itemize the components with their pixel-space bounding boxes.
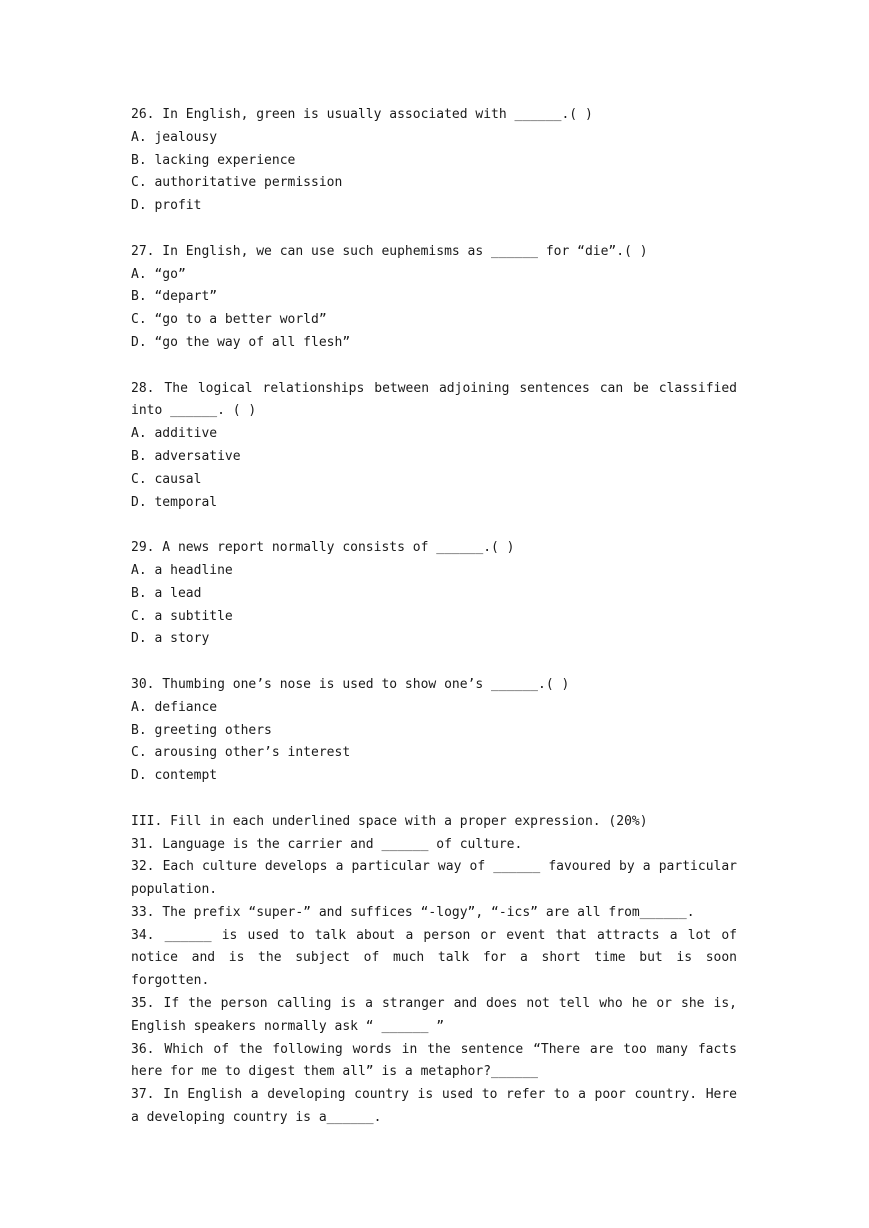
option-b: B. lacking experience <box>131 152 296 168</box>
option-b: B. greeting others <box>131 722 272 738</box>
option-a: A. “go” <box>131 266 186 282</box>
question-30 <box>131 674 737 788</box>
fill-item-37: 37. In English a developing country is used to refer to a poor country. Here a developing country is a______. <box>131 1087 737 1126</box>
fill-item-35: 35. If the person calling is a stranger and does not tell who he or she is, English speakers normally ask “ ______ ” <box>131 996 737 1034</box>
option-b: B. a lead <box>131 585 202 601</box>
fill-item-32: 32. Each culture develops a particular way of ______ favoured by a particular population. <box>131 859 737 898</box>
option-b: B. “depart” <box>131 289 218 305</box>
section-fill-in <box>131 811 737 1130</box>
option-c: C. authoritative permission <box>131 175 343 191</box>
question-27 <box>131 241 737 355</box>
option-a: A. a headline <box>131 562 233 578</box>
option-c: C. a subtitle <box>131 608 233 624</box>
option-b: B. adversative <box>131 448 241 464</box>
question-stem: 27. In English, we can use such euphemisms as ______ for “die”.( ) <box>131 243 648 259</box>
fill-item-36: 36. Which of the following words in the sentence “There are too many facts here for me to digest them all” is a metaphor?______ <box>131 1041 737 1080</box>
option-c: C. “go to a better world” <box>131 312 327 328</box>
question-29 <box>131 537 737 651</box>
fill-item-33: 33. The prefix “super-” and suffices “-logy”, “-ics” are all from______. <box>131 904 695 920</box>
question-28 <box>131 378 745 515</box>
fill-item-31: 31. Language is the carrier and ______ of culture. <box>131 836 523 852</box>
question-stem: 26. In English, green is usually associated with ______.( ) <box>131 107 593 122</box>
option-d: D. “go the way of all flesh” <box>131 334 351 350</box>
question-stem: 29. A news report normally consists of ______.( ) <box>131 540 515 556</box>
option-c: C. arousing other’s interest <box>131 745 351 761</box>
option-d: D. contempt <box>131 768 218 784</box>
option-d: D. a story <box>131 631 210 647</box>
document-page <box>131 104 745 1130</box>
option-a: A. jealousy <box>131 129 218 145</box>
option-d: D. temporal <box>131 494 218 510</box>
fill-item-34: 34. ______ is used to talk about a person or event that attracts a lot of notice and is the subject of much talk for a short time but is soon forgotten. <box>131 927 737 989</box>
question-26 <box>131 104 737 218</box>
option-a: A. defiance <box>131 699 218 715</box>
section-heading: III. Fill in each underlined space with a proper expression. (20%) <box>131 813 648 829</box>
option-a: A. additive <box>131 426 218 442</box>
question-stem: 30. Thumbing one’s nose is used to show one’s ______.( ) <box>131 676 570 692</box>
option-c: C. causal <box>131 471 202 487</box>
option-d: D. profit <box>131 198 202 214</box>
question-stem: 28. The logical relationships between adjoining sentences can be classified into ______. ( ) <box>131 380 745 419</box>
